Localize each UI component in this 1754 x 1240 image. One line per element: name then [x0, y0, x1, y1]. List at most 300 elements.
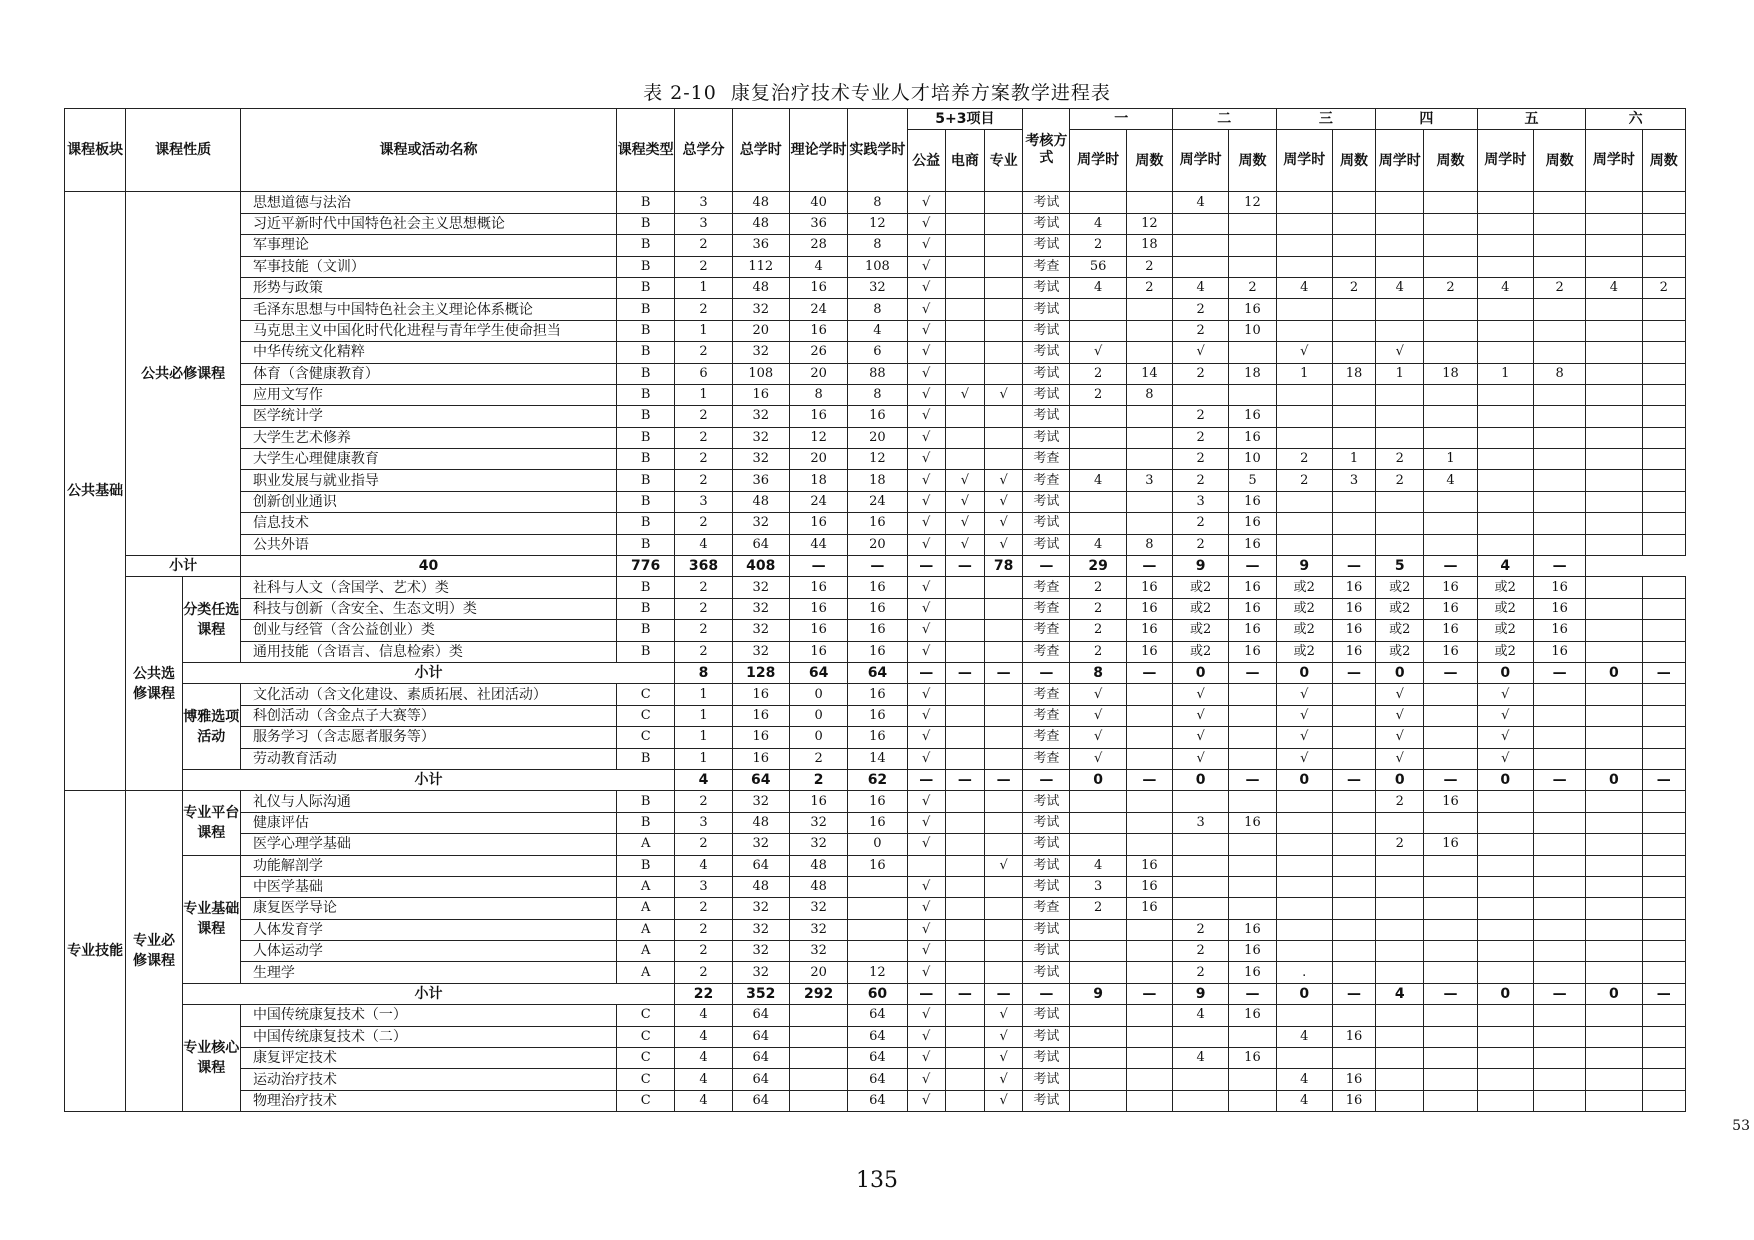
cell: 5: [1229, 470, 1276, 491]
cell: [1229, 834, 1276, 855]
cell: 3: [1332, 470, 1375, 491]
cell: [1126, 320, 1172, 341]
cell: [1642, 962, 1685, 983]
cell: —: [1332, 769, 1375, 790]
cell: [985, 748, 1023, 769]
cell: [1586, 919, 1642, 940]
semester-2: 二: [1173, 109, 1277, 130]
cell: B: [617, 577, 675, 598]
cell: [945, 320, 984, 341]
cell: 2: [1173, 320, 1229, 341]
cell: [1276, 406, 1332, 427]
cell: [1173, 898, 1229, 919]
cell: [1070, 299, 1126, 320]
cell: √: [985, 384, 1023, 405]
cell: [1070, 427, 1126, 448]
cell: 16: [732, 727, 789, 748]
cell: √: [907, 427, 945, 448]
cell: B: [617, 491, 675, 512]
cell: [1126, 834, 1172, 855]
table-row: [65, 705, 1686, 726]
cell: [1424, 1026, 1477, 1047]
cell: 16: [1126, 577, 1172, 598]
cell: 32: [732, 641, 789, 662]
cell: 考试: [1023, 513, 1070, 534]
cell: [1376, 235, 1424, 256]
cell: [1424, 491, 1477, 512]
cell: [1332, 727, 1375, 748]
table-row: [65, 791, 1686, 812]
cell: [1376, 299, 1424, 320]
cell: A: [617, 962, 675, 983]
cell: [1376, 941, 1424, 962]
cell: [1642, 406, 1685, 427]
cell: A: [617, 876, 675, 897]
cell: [1477, 213, 1533, 234]
cell: 64: [732, 1048, 789, 1069]
cell: 9: [1173, 556, 1229, 577]
cell: B: [617, 812, 675, 833]
cell: 44: [789, 534, 847, 555]
cell: 考试: [1023, 213, 1070, 234]
cell: —: [1126, 556, 1172, 577]
course-name: 军事技能（文训）: [240, 256, 616, 277]
cell: 1: [1376, 363, 1424, 384]
cell: 考试: [1023, 1048, 1070, 1069]
cell: √: [1376, 342, 1424, 363]
cell: [985, 320, 1023, 341]
cell: [1424, 513, 1477, 534]
cell: [1586, 427, 1642, 448]
cell: 48: [732, 192, 789, 213]
cell: 考试: [1023, 427, 1070, 448]
cell: 64: [848, 662, 907, 683]
cell: 64: [848, 1090, 907, 1111]
cell: 0: [1586, 769, 1642, 790]
cell: 2: [1070, 598, 1126, 619]
cell: [1586, 577, 1642, 598]
cell: [945, 855, 984, 876]
cell: [1586, 449, 1642, 470]
col-project-ecommerce: 电商: [945, 130, 984, 192]
cell: 112: [732, 256, 789, 277]
cell: C: [617, 1026, 675, 1047]
cell: 2: [1173, 919, 1229, 940]
cell: 24: [848, 491, 907, 512]
course-name: 功能解剖学: [240, 855, 616, 876]
cell: 16: [848, 513, 907, 534]
cell: √: [907, 1090, 945, 1111]
course-name: 运动治疗技术: [240, 1069, 616, 1090]
cell: [1424, 705, 1477, 726]
cell: 16: [848, 620, 907, 641]
cell: [1126, 962, 1172, 983]
col-weekly-hours: 周学时: [1376, 130, 1424, 192]
cell: 2: [675, 962, 732, 983]
cell: 32: [848, 277, 907, 298]
cell: 16: [1229, 513, 1276, 534]
cell: 64: [848, 1026, 907, 1047]
cell: 2: [1276, 470, 1332, 491]
cell: 4: [675, 1090, 732, 1111]
cell: 36: [732, 235, 789, 256]
cell: 考试: [1023, 299, 1070, 320]
cell: B: [617, 299, 675, 320]
cell: [945, 962, 984, 983]
cell: 4: [1376, 983, 1424, 1004]
cell: [945, 1005, 984, 1026]
cell: [1586, 299, 1642, 320]
cell: [1642, 1090, 1685, 1111]
cell: √: [907, 812, 945, 833]
cell: 考查: [1023, 577, 1070, 598]
cell: —: [1424, 983, 1477, 1004]
cell: [1070, 791, 1126, 812]
cell: 64: [732, 534, 789, 555]
cell: —: [1126, 662, 1172, 683]
cell: 18: [1126, 235, 1172, 256]
header-row-1: [65, 109, 1686, 130]
cell: 2: [675, 941, 732, 962]
cell: 8: [848, 299, 907, 320]
cell: 292: [789, 983, 847, 1004]
nature-professional-required: 专业必修课程: [126, 791, 182, 1112]
cell: [985, 791, 1023, 812]
cell: √: [1276, 748, 1332, 769]
cell: [1424, 962, 1477, 983]
cell: 16: [1126, 620, 1172, 641]
cell: √: [985, 855, 1023, 876]
course-name: 中华传统文化精粹: [240, 342, 616, 363]
col-weeks: 周数: [1229, 130, 1276, 192]
cell: 4: [1070, 855, 1126, 876]
cell: [1477, 919, 1533, 940]
cell: [1533, 256, 1585, 277]
cell: 2: [1126, 256, 1172, 277]
cell: [1586, 598, 1642, 619]
cell: [1533, 299, 1585, 320]
cell: [1477, 534, 1533, 555]
cell: 16: [1229, 299, 1276, 320]
cell: [985, 941, 1023, 962]
cell: [1126, 192, 1172, 213]
cell: [985, 876, 1023, 897]
cell: √: [907, 299, 945, 320]
cell: 16: [1229, 641, 1276, 662]
cell: 考试: [1023, 342, 1070, 363]
cell: 8: [1126, 534, 1172, 555]
table-row: [65, 620, 1686, 641]
cell: [945, 705, 984, 726]
cell: 12: [848, 449, 907, 470]
cell: 8: [848, 384, 907, 405]
cell: [1642, 491, 1685, 512]
cell: C: [617, 684, 675, 705]
cell: [945, 1069, 984, 1090]
cell: √: [1276, 727, 1332, 748]
cell: [945, 941, 984, 962]
cell: [1332, 941, 1375, 962]
cell: [1332, 834, 1375, 855]
table-row: [65, 513, 1686, 534]
cell: B: [617, 235, 675, 256]
cell: [1586, 1005, 1642, 1026]
cell: [985, 192, 1023, 213]
cell: [1173, 384, 1229, 405]
cell: [1533, 748, 1585, 769]
cell: C: [617, 1090, 675, 1111]
cell: C: [617, 727, 675, 748]
col-theory: 理论学时: [789, 109, 847, 192]
cell: 16: [1424, 620, 1477, 641]
cell: [1229, 705, 1276, 726]
table-row: [65, 299, 1686, 320]
cell: [1229, 748, 1276, 769]
cell: [1376, 513, 1424, 534]
cell: [1642, 620, 1685, 641]
cell: 或2: [1276, 598, 1332, 619]
cell: √: [907, 213, 945, 234]
cell: [1173, 1090, 1229, 1111]
cell: [1126, 1005, 1172, 1026]
course-name: 创业与经管（含公益创业）类: [240, 620, 616, 641]
cell: C: [617, 705, 675, 726]
cell: 4: [1276, 277, 1332, 298]
col-weeks: 周数: [1332, 130, 1375, 192]
cell: 考试: [1023, 1026, 1070, 1047]
cell: [985, 277, 1023, 298]
cell: [1126, 684, 1172, 705]
cell: 考查: [1023, 898, 1070, 919]
cell: √: [945, 534, 984, 555]
col-project-major: 专业: [985, 130, 1023, 192]
cell: [1533, 192, 1585, 213]
cell: √: [907, 256, 945, 277]
cell: 0: [1070, 769, 1126, 790]
cell: 48: [732, 812, 789, 833]
cell: [1276, 898, 1332, 919]
cell: [1586, 855, 1642, 876]
cell: [1642, 192, 1685, 213]
cell: 8: [1070, 662, 1126, 683]
cell: 16: [732, 705, 789, 726]
cell: [1586, 641, 1642, 662]
cell: 4: [1477, 556, 1533, 577]
cell: 2: [675, 834, 732, 855]
cell: [789, 1026, 847, 1047]
cell: [1173, 235, 1229, 256]
cell: [1332, 1048, 1375, 1069]
cell: [945, 727, 984, 748]
cell: [945, 363, 984, 384]
cell: [1642, 748, 1685, 769]
cell: 6: [675, 363, 732, 384]
cell: [985, 684, 1023, 705]
cell: [1533, 684, 1585, 705]
col-practice: 实践学时: [848, 109, 907, 192]
cell: [1424, 684, 1477, 705]
cell: [1173, 876, 1229, 897]
cell: B: [617, 427, 675, 448]
cell: √: [1376, 727, 1424, 748]
cell: 16: [848, 727, 907, 748]
cell: [1376, 213, 1424, 234]
cell: 或2: [1477, 620, 1533, 641]
cell: 16: [1533, 641, 1585, 662]
cell: [1477, 1005, 1533, 1026]
cell: B: [617, 791, 675, 812]
col-weekly-hours: 周学时: [1173, 130, 1229, 192]
cell: [1586, 192, 1642, 213]
cell: B: [617, 406, 675, 427]
cell: 60: [848, 983, 907, 1004]
cell: [1477, 235, 1533, 256]
cell: B: [617, 748, 675, 769]
cell: [1332, 919, 1375, 940]
cell: √: [985, 470, 1023, 491]
cell: —: [985, 983, 1023, 1004]
cell: [1424, 1090, 1477, 1111]
cell: —: [985, 769, 1023, 790]
cell: 1: [675, 684, 732, 705]
cell: √: [1070, 705, 1126, 726]
cell: √: [907, 363, 945, 384]
table-row: [65, 1090, 1686, 1111]
cell: [1586, 1069, 1642, 1090]
table-row: [65, 470, 1686, 491]
cell: [1126, 1026, 1172, 1047]
cell: 16: [1229, 406, 1276, 427]
cell: [848, 941, 907, 962]
cell: 2: [1376, 834, 1424, 855]
cell: 64: [732, 1005, 789, 1026]
cell: √: [1276, 342, 1332, 363]
cell: 2: [675, 620, 732, 641]
cell: [1642, 941, 1685, 962]
cell: —: [907, 983, 945, 1004]
cell: 2: [1070, 384, 1126, 405]
cell: √: [945, 491, 984, 512]
cell: [1276, 941, 1332, 962]
cell: 22: [675, 983, 732, 1004]
cell: [985, 962, 1023, 983]
cell: [1477, 449, 1533, 470]
cell: 16: [789, 641, 847, 662]
cell: 16: [1229, 620, 1276, 641]
table-row: [65, 192, 1686, 213]
cell: —: [1126, 769, 1172, 790]
cell: [1477, 791, 1533, 812]
subtotal-label: 小计: [182, 769, 675, 790]
cell: 0: [1477, 662, 1533, 683]
cell: 16: [1533, 620, 1585, 641]
cell: √: [907, 491, 945, 512]
cell: [1477, 192, 1533, 213]
cell: [985, 898, 1023, 919]
cell: [1642, 235, 1685, 256]
cell: [1332, 812, 1375, 833]
cell: [1229, 727, 1276, 748]
table-row: [65, 1069, 1686, 1090]
cell: 32: [732, 577, 789, 598]
cell: [1477, 470, 1533, 491]
cell: [1376, 1048, 1424, 1069]
cell: B: [617, 277, 675, 298]
cell: √: [945, 470, 984, 491]
course-name: 习近平新时代中国特色社会主义思想概论: [240, 213, 616, 234]
cell: 18: [848, 470, 907, 491]
cell: 2: [1173, 406, 1229, 427]
cell: 48: [732, 213, 789, 234]
table-row: [65, 406, 1686, 427]
cell: 考试: [1023, 834, 1070, 855]
cell: 64: [789, 662, 847, 683]
cell: [945, 641, 984, 662]
cell: √: [985, 534, 1023, 555]
cell: 16: [1229, 812, 1276, 833]
cell: [1070, 941, 1126, 962]
cell: √: [907, 898, 945, 919]
cell: [1533, 534, 1585, 555]
cell: 或2: [1477, 641, 1533, 662]
cell: 32: [732, 299, 789, 320]
cell: 3: [1173, 812, 1229, 833]
course-name: 康复医学导论: [240, 898, 616, 919]
cell: √: [907, 598, 945, 619]
course-name: 中国传统康复技术（一）: [240, 1005, 616, 1026]
cell: 考试: [1023, 812, 1070, 833]
cell: [1376, 1090, 1424, 1111]
cell: 16: [1332, 1090, 1375, 1111]
cell: 2: [789, 769, 847, 790]
cell: 16: [1229, 1048, 1276, 1069]
cell: 56: [1070, 256, 1126, 277]
cell: 2: [1642, 277, 1685, 298]
cell: 14: [1126, 363, 1172, 384]
cell: 20: [732, 320, 789, 341]
cell: [1276, 320, 1332, 341]
cell: [1276, 812, 1332, 833]
cell: [1376, 1026, 1424, 1047]
cell: [1477, 855, 1533, 876]
cell: [1533, 213, 1585, 234]
cell: [1126, 1069, 1172, 1090]
cell: [1276, 1005, 1332, 1026]
cell: √: [1276, 705, 1332, 726]
cell: [1477, 256, 1533, 277]
cell: 16: [1424, 834, 1477, 855]
cell: 12: [1126, 213, 1172, 234]
subtotal-label: 小计: [126, 556, 241, 577]
cell: 16: [848, 791, 907, 812]
cell: 考试: [1023, 791, 1070, 812]
cell: 2: [1376, 791, 1424, 812]
cell: [1229, 855, 1276, 876]
cell: [1276, 427, 1332, 448]
cell: [1376, 534, 1424, 555]
cell: [945, 192, 984, 213]
cell: 16: [1332, 598, 1375, 619]
cell: [1126, 342, 1172, 363]
cell: [1642, 727, 1685, 748]
cell: [1126, 406, 1172, 427]
col-weekly-hours: 周学时: [1276, 130, 1332, 192]
cell: 48: [732, 277, 789, 298]
cell: [1533, 791, 1585, 812]
cell: —: [1533, 556, 1585, 577]
cell: [1533, 470, 1585, 491]
cell: [1642, 320, 1685, 341]
